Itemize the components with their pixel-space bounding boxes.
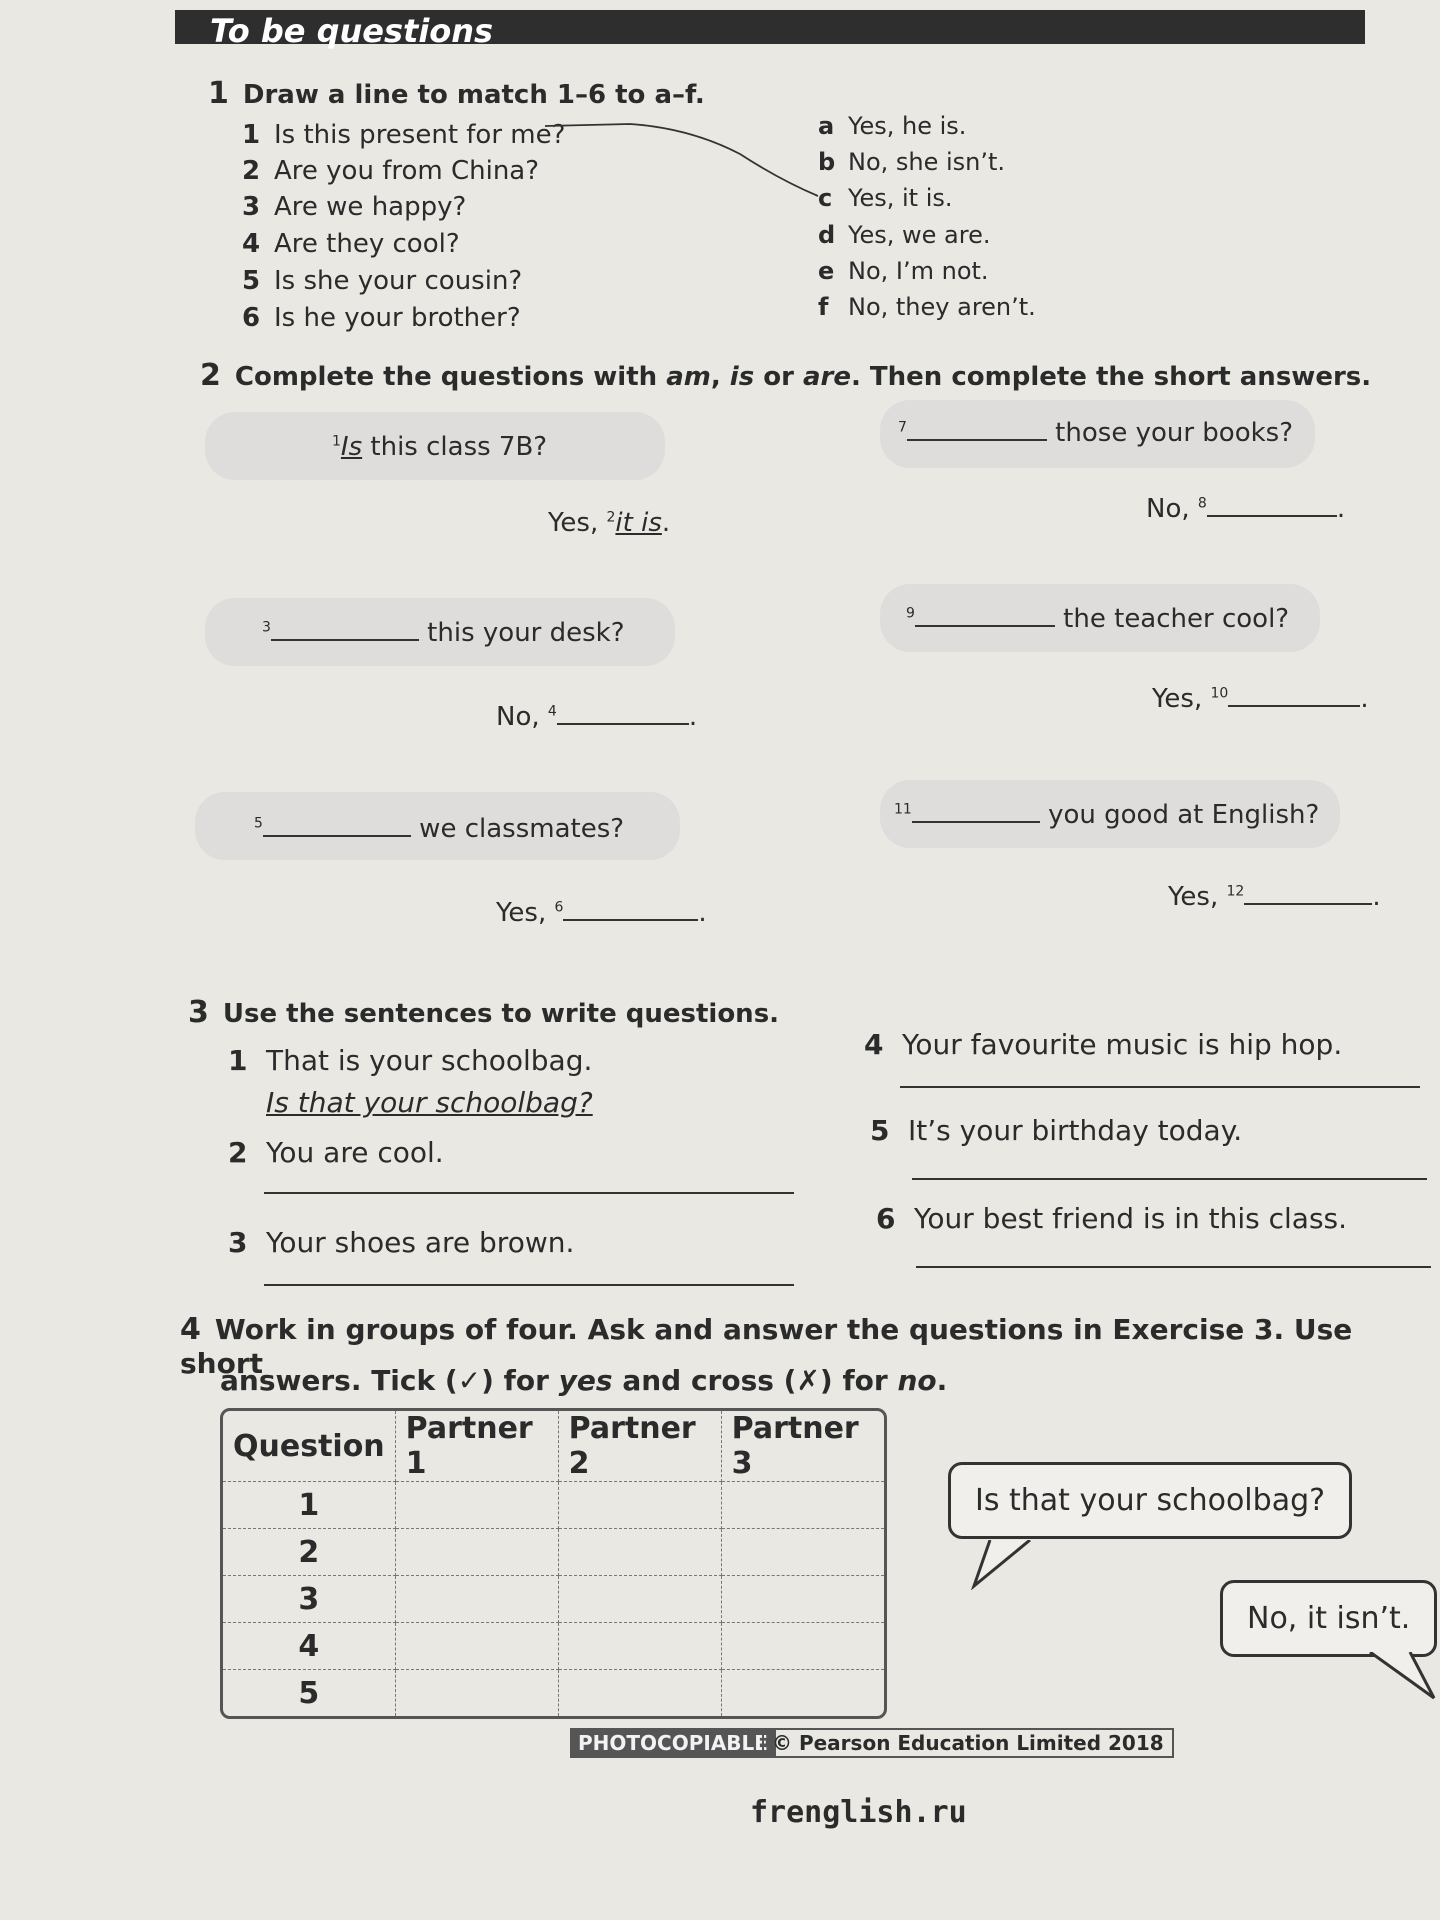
item-number: 12: [1226, 883, 1245, 900]
answer-prefix: Yes,: [496, 898, 555, 928]
sentence-number: 3: [228, 1226, 248, 1259]
item-number: 10: [1210, 685, 1229, 702]
item-number: 7: [898, 419, 907, 436]
sentence-text: That is your schoolbag.: [266, 1044, 593, 1077]
answer-prefix: No,: [496, 702, 548, 732]
answer-suffix: .: [1336, 494, 1346, 524]
sentence-text: It’s your birthday today.: [908, 1114, 1243, 1147]
answer-text: No, she isn’t.: [848, 148, 1006, 176]
question-number: 2: [242, 156, 261, 186]
match-answer: [818, 148, 1005, 176]
filled-answer: Is: [340, 432, 363, 462]
match-question: [242, 156, 539, 186]
answer-cell[interactable]: [559, 1529, 722, 1576]
question-number: 4: [242, 229, 261, 259]
item-number: 4: [547, 703, 557, 720]
question-text: you good at English?: [1039, 800, 1320, 830]
table-row: [223, 1529, 884, 1576]
filled-answer: it is: [615, 508, 662, 538]
sentence-number: 4: [864, 1028, 884, 1061]
partner-table: [220, 1408, 887, 1719]
answer-prefix: Yes,: [1152, 684, 1211, 714]
site-watermark: frenglish.ru: [750, 1795, 967, 1830]
answer-prefix: Yes,: [1168, 882, 1227, 912]
answer-line[interactable]: [900, 1086, 1420, 1088]
answer-letter: c: [818, 184, 833, 212]
sentence-4: [864, 1028, 1342, 1061]
answer-blank[interactable]: [263, 835, 411, 837]
answer-letter: d: [818, 221, 836, 249]
column-header: Partner 3: [722, 1411, 884, 1482]
answer-text: Yes, we are.: [848, 221, 991, 249]
question-text: Is she your cousin?: [274, 266, 523, 296]
question-text: this class 7B?: [362, 432, 548, 462]
match-question: [242, 229, 460, 259]
table-row: [223, 1482, 884, 1529]
question-number-cell: 3: [223, 1576, 396, 1623]
answer-text: Yes, he is.: [848, 112, 967, 140]
instruction-text: .: [936, 1364, 948, 1397]
word-are: are: [802, 362, 851, 392]
question-number-cell: 2: [223, 1529, 396, 1576]
sentence-3: [228, 1226, 574, 1259]
sentence-text: You are cool.: [266, 1136, 444, 1169]
column-header: Partner 1: [396, 1411, 559, 1482]
short-answer-6: [496, 898, 707, 928]
exercise-1-title: [208, 76, 705, 111]
question-number: 6: [242, 303, 261, 333]
answer-letter: e: [818, 257, 835, 285]
answer-line[interactable]: [264, 1284, 794, 1286]
question-number: 5: [242, 266, 261, 296]
table-row: [223, 1576, 884, 1623]
exercise-instruction: Draw a line to match 1–6 to a–f.: [242, 80, 705, 110]
sentence-text: Your favourite music is hip hop.: [902, 1028, 1343, 1061]
question-text: we classmates?: [410, 814, 625, 844]
separator: ,: [710, 362, 730, 392]
answer-prefix: Yes,: [548, 508, 607, 538]
question-number: 1: [242, 120, 261, 150]
exercise-instruction-end: . Then complete the short answers.: [850, 362, 1372, 392]
speech-bubble-answer: No, it isn’t.: [1220, 1580, 1437, 1657]
instruction-text: answers. Tick (✓) for: [220, 1364, 559, 1397]
answer-cell[interactable]: [559, 1482, 722, 1529]
answer-cell[interactable]: [722, 1482, 884, 1529]
question-number-cell: 1: [223, 1482, 396, 1529]
answer-blank[interactable]: [915, 625, 1055, 627]
answer-cell[interactable]: [559, 1576, 722, 1623]
column-header: Question: [223, 1411, 396, 1482]
short-answer-8: [1146, 494, 1345, 524]
answer-line[interactable]: [912, 1178, 1427, 1180]
answer-letter: f: [818, 293, 829, 321]
sentence-text: Your shoes are brown.: [266, 1226, 575, 1259]
answer-blank[interactable]: [271, 639, 419, 641]
match-answer: [818, 112, 966, 140]
exercise-number: 1: [208, 76, 229, 111]
answer-suffix: .: [661, 508, 671, 538]
sentence-1: [228, 1044, 592, 1077]
exercise-number: 3: [188, 995, 209, 1030]
answer-blank[interactable]: [557, 723, 689, 725]
sentence-5: [870, 1114, 1242, 1147]
table-row: [223, 1623, 884, 1670]
answer-suffix: .: [698, 898, 707, 928]
match-answer: [818, 293, 1036, 321]
question-number-cell: 4: [223, 1623, 396, 1670]
short-answer-2: [548, 508, 670, 538]
example-answer: Is that your schoolbag?: [266, 1086, 593, 1119]
item-number: 1: [332, 433, 341, 450]
answer-line[interactable]: [264, 1192, 794, 1194]
photocopiable-badge: PHOTOCOPIABLE: [570, 1728, 776, 1758]
exercise-2-title: [200, 358, 1371, 393]
match-answer: [818, 257, 989, 285]
instruction-text: and cross (✗) for: [612, 1364, 898, 1397]
answer-blank[interactable]: [907, 439, 1047, 441]
question-11: [894, 800, 1319, 830]
answer-blank[interactable]: [1228, 705, 1360, 707]
item-number: 3: [262, 619, 271, 636]
question-text: Are we happy?: [274, 192, 467, 222]
answer-blank[interactable]: [1207, 515, 1337, 517]
sentence-6: [876, 1202, 1347, 1235]
sentence-number: 6: [876, 1202, 896, 1235]
answer-cell[interactable]: [559, 1623, 722, 1670]
question-number: 3: [242, 192, 261, 222]
answer-cell[interactable]: [396, 1670, 559, 1716]
question-3: [262, 618, 625, 648]
answer-text: No, I’m not.: [848, 257, 989, 285]
item-number: 9: [906, 605, 915, 622]
answer-suffix: .: [1360, 684, 1369, 714]
answer-prefix: No,: [1146, 494, 1198, 524]
speech-tail: [970, 1540, 1050, 1590]
match-question: [242, 303, 521, 333]
match-question: [242, 120, 565, 150]
word-is: is: [729, 362, 755, 392]
item-number: 5: [254, 815, 263, 832]
exercise-instruction: Use the sentences to write questions.: [222, 999, 780, 1029]
answer-suffix: .: [1372, 882, 1381, 912]
exercise-3-title: [188, 995, 779, 1030]
match-question: [242, 192, 466, 222]
question-number-cell: 5: [223, 1670, 396, 1716]
exercise-number: 4: [180, 1312, 201, 1347]
item-number: 11: [894, 801, 912, 818]
question-text: those your books?: [1046, 418, 1294, 448]
question-text: Are you from China?: [274, 156, 540, 186]
question-text: the teacher cool?: [1054, 604, 1290, 634]
column-header: Partner 2: [559, 1411, 722, 1482]
answer-letter: a: [818, 112, 835, 140]
sentence-number: 2: [228, 1136, 248, 1169]
exercise-instruction: Complete the questions with: [234, 362, 667, 392]
sentence-number: 1: [228, 1044, 248, 1077]
word-yes: yes: [558, 1364, 613, 1397]
question-5: [254, 814, 624, 844]
short-answer-12: [1168, 882, 1381, 912]
table-row: [223, 1670, 884, 1716]
exercise-4-title-line-2: [220, 1364, 947, 1397]
answer-suffix: .: [688, 702, 698, 732]
answer-cell[interactable]: [396, 1529, 559, 1576]
question-1: [332, 432, 547, 462]
separator: or: [754, 362, 803, 392]
answer-text: Yes, it is.: [848, 184, 953, 212]
answer-letter: b: [818, 148, 836, 176]
question-text: Is this present for me?: [274, 120, 566, 150]
question-text: Are they cool?: [274, 229, 460, 259]
word-no: no: [897, 1364, 937, 1397]
sentence-2: [228, 1136, 444, 1169]
word-am: am: [666, 362, 711, 392]
sentence-text: Your best friend is in this class.: [914, 1202, 1348, 1235]
answer-cell[interactable]: [396, 1576, 559, 1623]
answer-blank[interactable]: [912, 821, 1040, 823]
answer-cell[interactable]: [722, 1529, 884, 1576]
short-answer-10: [1152, 684, 1369, 714]
answer-cell[interactable]: [722, 1576, 884, 1623]
answer-cell[interactable]: [722, 1623, 884, 1670]
exercise-number: 2: [200, 358, 221, 393]
question-9: [906, 604, 1289, 634]
copyright-notice: © Pearson Education Limited 2018: [762, 1728, 1174, 1758]
answer-cell[interactable]: [559, 1670, 722, 1716]
speech-bubble-question: Is that your schoolbag?: [948, 1462, 1352, 1539]
answer-blank[interactable]: [563, 919, 698, 921]
answer-blank[interactable]: [1244, 903, 1372, 905]
question-text: Is he your brother?: [274, 303, 521, 333]
match-answer: [818, 184, 953, 212]
answer-line[interactable]: [916, 1266, 1431, 1268]
item-number: 6: [554, 899, 564, 916]
answer-text: No, they aren’t.: [848, 293, 1036, 321]
question-7: [898, 418, 1293, 448]
question-text: this your desk?: [418, 618, 625, 648]
item-number: 2: [606, 509, 616, 526]
short-answer-4: [496, 702, 697, 732]
answer-cell[interactable]: [396, 1623, 559, 1670]
table-header-row: [223, 1411, 884, 1482]
answer-cell[interactable]: [396, 1482, 559, 1529]
match-question: [242, 266, 522, 296]
matching-line: [540, 118, 830, 208]
match-answer: [818, 221, 990, 249]
page-title: To be questions: [210, 12, 494, 50]
answer-cell[interactable]: [722, 1670, 884, 1716]
exercise-instruction-line-1: Work in groups of four. Ask and answer the questions in Exercise 3. Use short: [180, 1313, 1353, 1380]
sentence-number: 5: [870, 1114, 890, 1147]
speech-tail: [1340, 1652, 1440, 1702]
item-number: 8: [1197, 495, 1207, 512]
